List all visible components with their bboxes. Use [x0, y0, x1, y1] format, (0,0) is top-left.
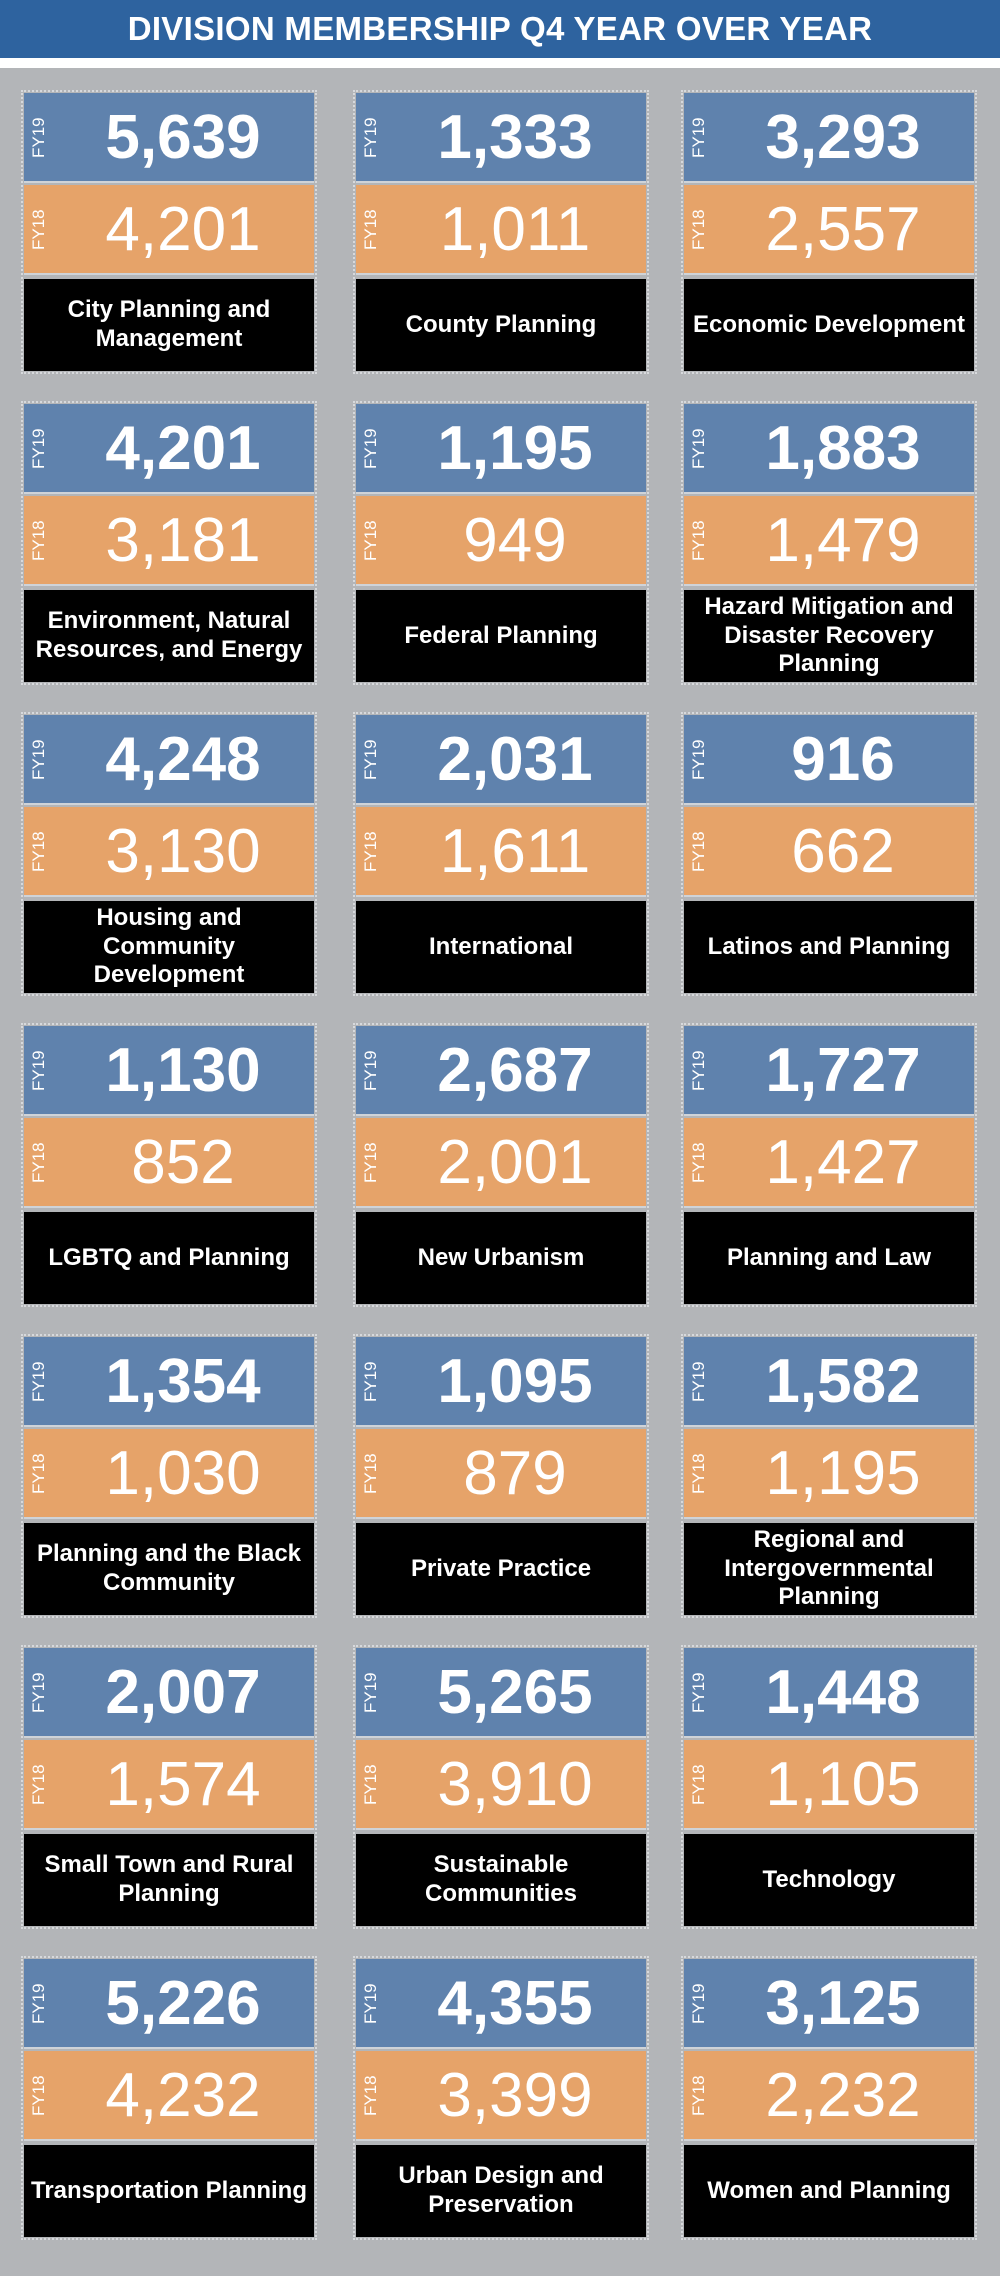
fy19-band: [356, 1026, 646, 1116]
division-label: County Planning: [405, 310, 597, 338]
fy18-value: 879: [463, 1439, 567, 1508]
fy19-band: [356, 93, 646, 183]
fy18-value: 1,030: [105, 1439, 261, 1508]
division-label-box: [356, 1523, 646, 1615]
division-label-box: [356, 279, 646, 371]
division-card: [684, 93, 974, 371]
division-card: [24, 404, 314, 682]
fy18-year-label: FY18: [29, 1764, 48, 1806]
fy19-year-label: FY19: [689, 1983, 708, 2025]
fy19-value: 2,031: [437, 725, 593, 794]
fy19-band: [684, 1959, 974, 2049]
fy18-year-label: FY18: [361, 209, 380, 251]
fy19-band: [356, 1959, 646, 2049]
fy18-year-label: FY18: [689, 2075, 708, 2117]
fy18-year-label: FY18: [689, 209, 708, 251]
division-label-box: [356, 901, 646, 993]
fy19-year-label: FY19: [29, 1050, 48, 1092]
division-label: Hazard Mitigation and Disaster Recovery Planning: [704, 592, 954, 678]
division-card: [684, 1337, 974, 1615]
division-label-box: [356, 590, 646, 682]
fy18-value: 662: [791, 817, 895, 886]
fy19-year-label: FY19: [689, 1050, 708, 1092]
fy18-year-label: FY18: [689, 1764, 708, 1806]
fy18-value: 1,574: [105, 1750, 261, 1819]
fy19-year-label: FY19: [361, 1983, 380, 2025]
fy19-band: [684, 1337, 974, 1427]
fy18-band: [684, 185, 974, 275]
division-label-box: [684, 1212, 974, 1304]
fy18-band: [24, 496, 314, 586]
fy19-value: 3,293: [765, 103, 921, 172]
fy18-band: [24, 1118, 314, 1208]
fy19-band: [24, 404, 314, 494]
fy19-year-label: FY19: [689, 428, 708, 470]
division-card: [684, 715, 974, 993]
fy18-band: [356, 2051, 646, 2141]
division-label: Federal Planning: [404, 621, 598, 649]
fy18-year-label: FY18: [29, 1142, 48, 1184]
fy19-value: 2,687: [437, 1036, 593, 1105]
fy18-band: [684, 1429, 974, 1519]
fy18-band: [24, 1740, 314, 1830]
fy18-value: 1,479: [765, 506, 921, 575]
division-label: International: [428, 932, 573, 960]
division-label: Transportation Planning: [30, 2176, 307, 2204]
division-label: Latinos and Planning: [707, 932, 951, 960]
fy18-band: [356, 1118, 646, 1208]
fy18-value: 3,910: [437, 1750, 593, 1819]
fy18-value: 1,427: [765, 1128, 921, 1197]
fy19-value: 1,582: [765, 1347, 921, 1416]
division-label-box: [356, 1834, 646, 1926]
fy19-year-label: FY19: [29, 117, 48, 159]
fy19-value: 5,265: [437, 1658, 593, 1727]
fy18-year-label: FY18: [361, 831, 380, 873]
fy18-value: 2,232: [765, 2061, 921, 2130]
fy18-band: [356, 185, 646, 275]
division-card: [24, 1337, 314, 1615]
division-label: Planning and the Black Community: [36, 1540, 302, 1596]
fy18-value: 3,181: [105, 506, 261, 575]
fy18-band: [24, 2051, 314, 2141]
division-label: City Planning and Management: [67, 296, 271, 352]
fy19-year-label: FY19: [361, 428, 380, 470]
fy18-band: [356, 807, 646, 897]
division-label-box: [684, 1523, 974, 1615]
fy18-value: 1,105: [765, 1750, 921, 1819]
fy19-year-label: FY19: [361, 1361, 380, 1403]
division-card: [356, 1959, 646, 2237]
division-card: [684, 1959, 974, 2237]
fy19-band: [24, 715, 314, 805]
fy19-value: 4,355: [437, 1969, 593, 2038]
fy18-value: 4,201: [105, 195, 261, 264]
fy18-value: 1,611: [439, 817, 591, 886]
fy18-year-label: FY18: [361, 1764, 380, 1806]
division-label-box: [24, 590, 314, 682]
division-card: [356, 715, 646, 993]
division-label: LGBTQ and Planning: [48, 1243, 290, 1271]
division-label: Urban Design and Preservation: [398, 2162, 604, 2218]
fy18-band: [356, 1429, 646, 1519]
fy18-year-label: FY18: [29, 209, 48, 251]
fy19-value: 1,130: [105, 1036, 261, 1105]
fy18-year-label: FY18: [29, 2075, 48, 2117]
division-card: [356, 1026, 646, 1304]
fy18-year-label: FY18: [361, 1453, 380, 1495]
fy19-band: [24, 1337, 314, 1427]
division-label-box: [24, 1523, 314, 1615]
fy18-year-label: FY18: [361, 2075, 380, 2117]
division-label: Economic Development: [692, 310, 966, 338]
fy18-band: [684, 496, 974, 586]
fy19-band: [684, 404, 974, 494]
fy18-year-label: FY18: [29, 520, 48, 562]
division-card: [356, 404, 646, 682]
fy19-band: [356, 1337, 646, 1427]
fy19-year-label: FY19: [29, 739, 48, 781]
division-label: Technology: [762, 1865, 896, 1893]
fy19-value: 1,195: [437, 414, 593, 483]
fy19-band: [684, 93, 974, 183]
fy18-band: [356, 496, 646, 586]
fy18-band: [684, 1118, 974, 1208]
fy18-value: 2,557: [765, 195, 921, 264]
fy19-value: 1,883: [765, 414, 921, 483]
fy18-band: [356, 1740, 646, 1830]
chart-title: DIVISION MEMBERSHIP Q4 YEAR OVER YEAR: [0, 0, 1000, 58]
division-card: [24, 715, 314, 993]
division-label: Private Practice: [410, 1554, 592, 1582]
division-card: [684, 1026, 974, 1304]
division-label: Planning and Law: [726, 1243, 931, 1271]
fy19-year-label: FY19: [361, 739, 380, 781]
division-card: [24, 1959, 314, 2237]
fy19-value: 1,095: [437, 1347, 593, 1416]
fy19-year-label: FY19: [29, 428, 48, 470]
division-label-box: [24, 1212, 314, 1304]
fy18-value: 3,130: [105, 817, 261, 886]
fy19-value: 5,226: [105, 1969, 261, 2038]
fy19-value: 1,354: [105, 1347, 261, 1416]
division-label-box: [684, 279, 974, 371]
division-label: Housing and Community Development: [93, 903, 245, 989]
fy18-year-label: FY18: [689, 1142, 708, 1184]
division-label: Regional and Intergovernmental Planning: [724, 1525, 934, 1611]
fy18-value: 852: [131, 1128, 235, 1197]
division-card: [24, 93, 314, 371]
division-label-box: [356, 2145, 646, 2237]
division-card: [684, 1648, 974, 1926]
fy18-year-label: FY18: [29, 1453, 48, 1495]
division-label-box: [24, 279, 314, 371]
division-card: [24, 1648, 314, 1926]
division-card: [684, 404, 974, 682]
fy19-band: [684, 1026, 974, 1116]
fy19-band: [24, 1959, 314, 2049]
division-label-box: [684, 1834, 974, 1926]
fy19-value: 1,333: [437, 103, 593, 172]
fy19-band: [356, 715, 646, 805]
fy18-year-label: FY18: [689, 831, 708, 873]
fy19-year-label: FY19: [29, 1361, 48, 1403]
division-label: Small Town and Rural Planning: [44, 1851, 294, 1907]
fy19-year-label: FY19: [689, 117, 708, 159]
fy18-band: [684, 807, 974, 897]
division-label-box: [24, 2145, 314, 2237]
division-label-box: [684, 590, 974, 682]
fy18-year-label: FY18: [29, 831, 48, 873]
fy18-value: 4,232: [105, 2061, 261, 2130]
division-card: [24, 1026, 314, 1304]
fy19-value: 916: [791, 725, 895, 794]
fy18-value: 949: [463, 506, 567, 575]
fy19-band: [356, 404, 646, 494]
division-label-box: [356, 1212, 646, 1304]
fy18-band: [24, 807, 314, 897]
fy19-year-label: FY19: [29, 1672, 48, 1714]
fy18-value: 3,399: [437, 2061, 593, 2130]
fy19-value: 2,007: [105, 1658, 261, 1727]
division-label-box: [24, 1834, 314, 1926]
fy19-year-label: FY19: [689, 1672, 708, 1714]
fy19-year-label: FY19: [689, 1361, 708, 1403]
fy19-value: 1,448: [765, 1658, 921, 1727]
fy19-value: 4,201: [105, 414, 261, 483]
fy19-band: [24, 1648, 314, 1738]
fy19-value: 4,248: [105, 725, 261, 794]
fy18-band: [684, 1740, 974, 1830]
division-label-box: [684, 901, 974, 993]
fy18-year-label: FY18: [689, 1453, 708, 1495]
division-label: Environment, Natural Resources, and Energy: [35, 607, 303, 663]
fy19-band: [24, 1026, 314, 1116]
fy19-band: [684, 1648, 974, 1738]
fy19-band: [684, 715, 974, 805]
fy19-year-label: FY19: [361, 1672, 380, 1714]
division-label: New Urbanism: [417, 1243, 585, 1271]
fy19-value: 3,125: [765, 1969, 921, 2038]
division-label-box: [24, 901, 314, 993]
division-card: [356, 93, 646, 371]
division-card: [356, 1648, 646, 1926]
fy19-value: 5,639: [105, 103, 261, 172]
fy19-year-label: FY19: [689, 739, 708, 781]
fy18-value: 2,001: [437, 1128, 593, 1197]
fy19-year-label: FY19: [361, 117, 380, 159]
fy18-band: [684, 2051, 974, 2141]
fy19-value: 1,727: [765, 1036, 921, 1105]
fy19-band: [24, 93, 314, 183]
fy18-year-label: FY18: [689, 520, 708, 562]
fy19-year-label: FY19: [29, 1983, 48, 2025]
division-label: Women and Planning: [707, 2176, 951, 2204]
division-label: Sustainable Communities: [424, 1851, 577, 1907]
fy18-year-label: FY18: [361, 1142, 380, 1184]
fy18-band: [24, 185, 314, 275]
fy18-year-label: FY18: [361, 520, 380, 562]
fy19-band: [356, 1648, 646, 1738]
fy18-value: 1,011: [439, 195, 591, 264]
division-card: [356, 1337, 646, 1615]
fy18-band: [24, 1429, 314, 1519]
division-label-box: [684, 2145, 974, 2237]
fy19-year-label: FY19: [361, 1050, 380, 1092]
fy18-value: 1,195: [765, 1439, 921, 1508]
